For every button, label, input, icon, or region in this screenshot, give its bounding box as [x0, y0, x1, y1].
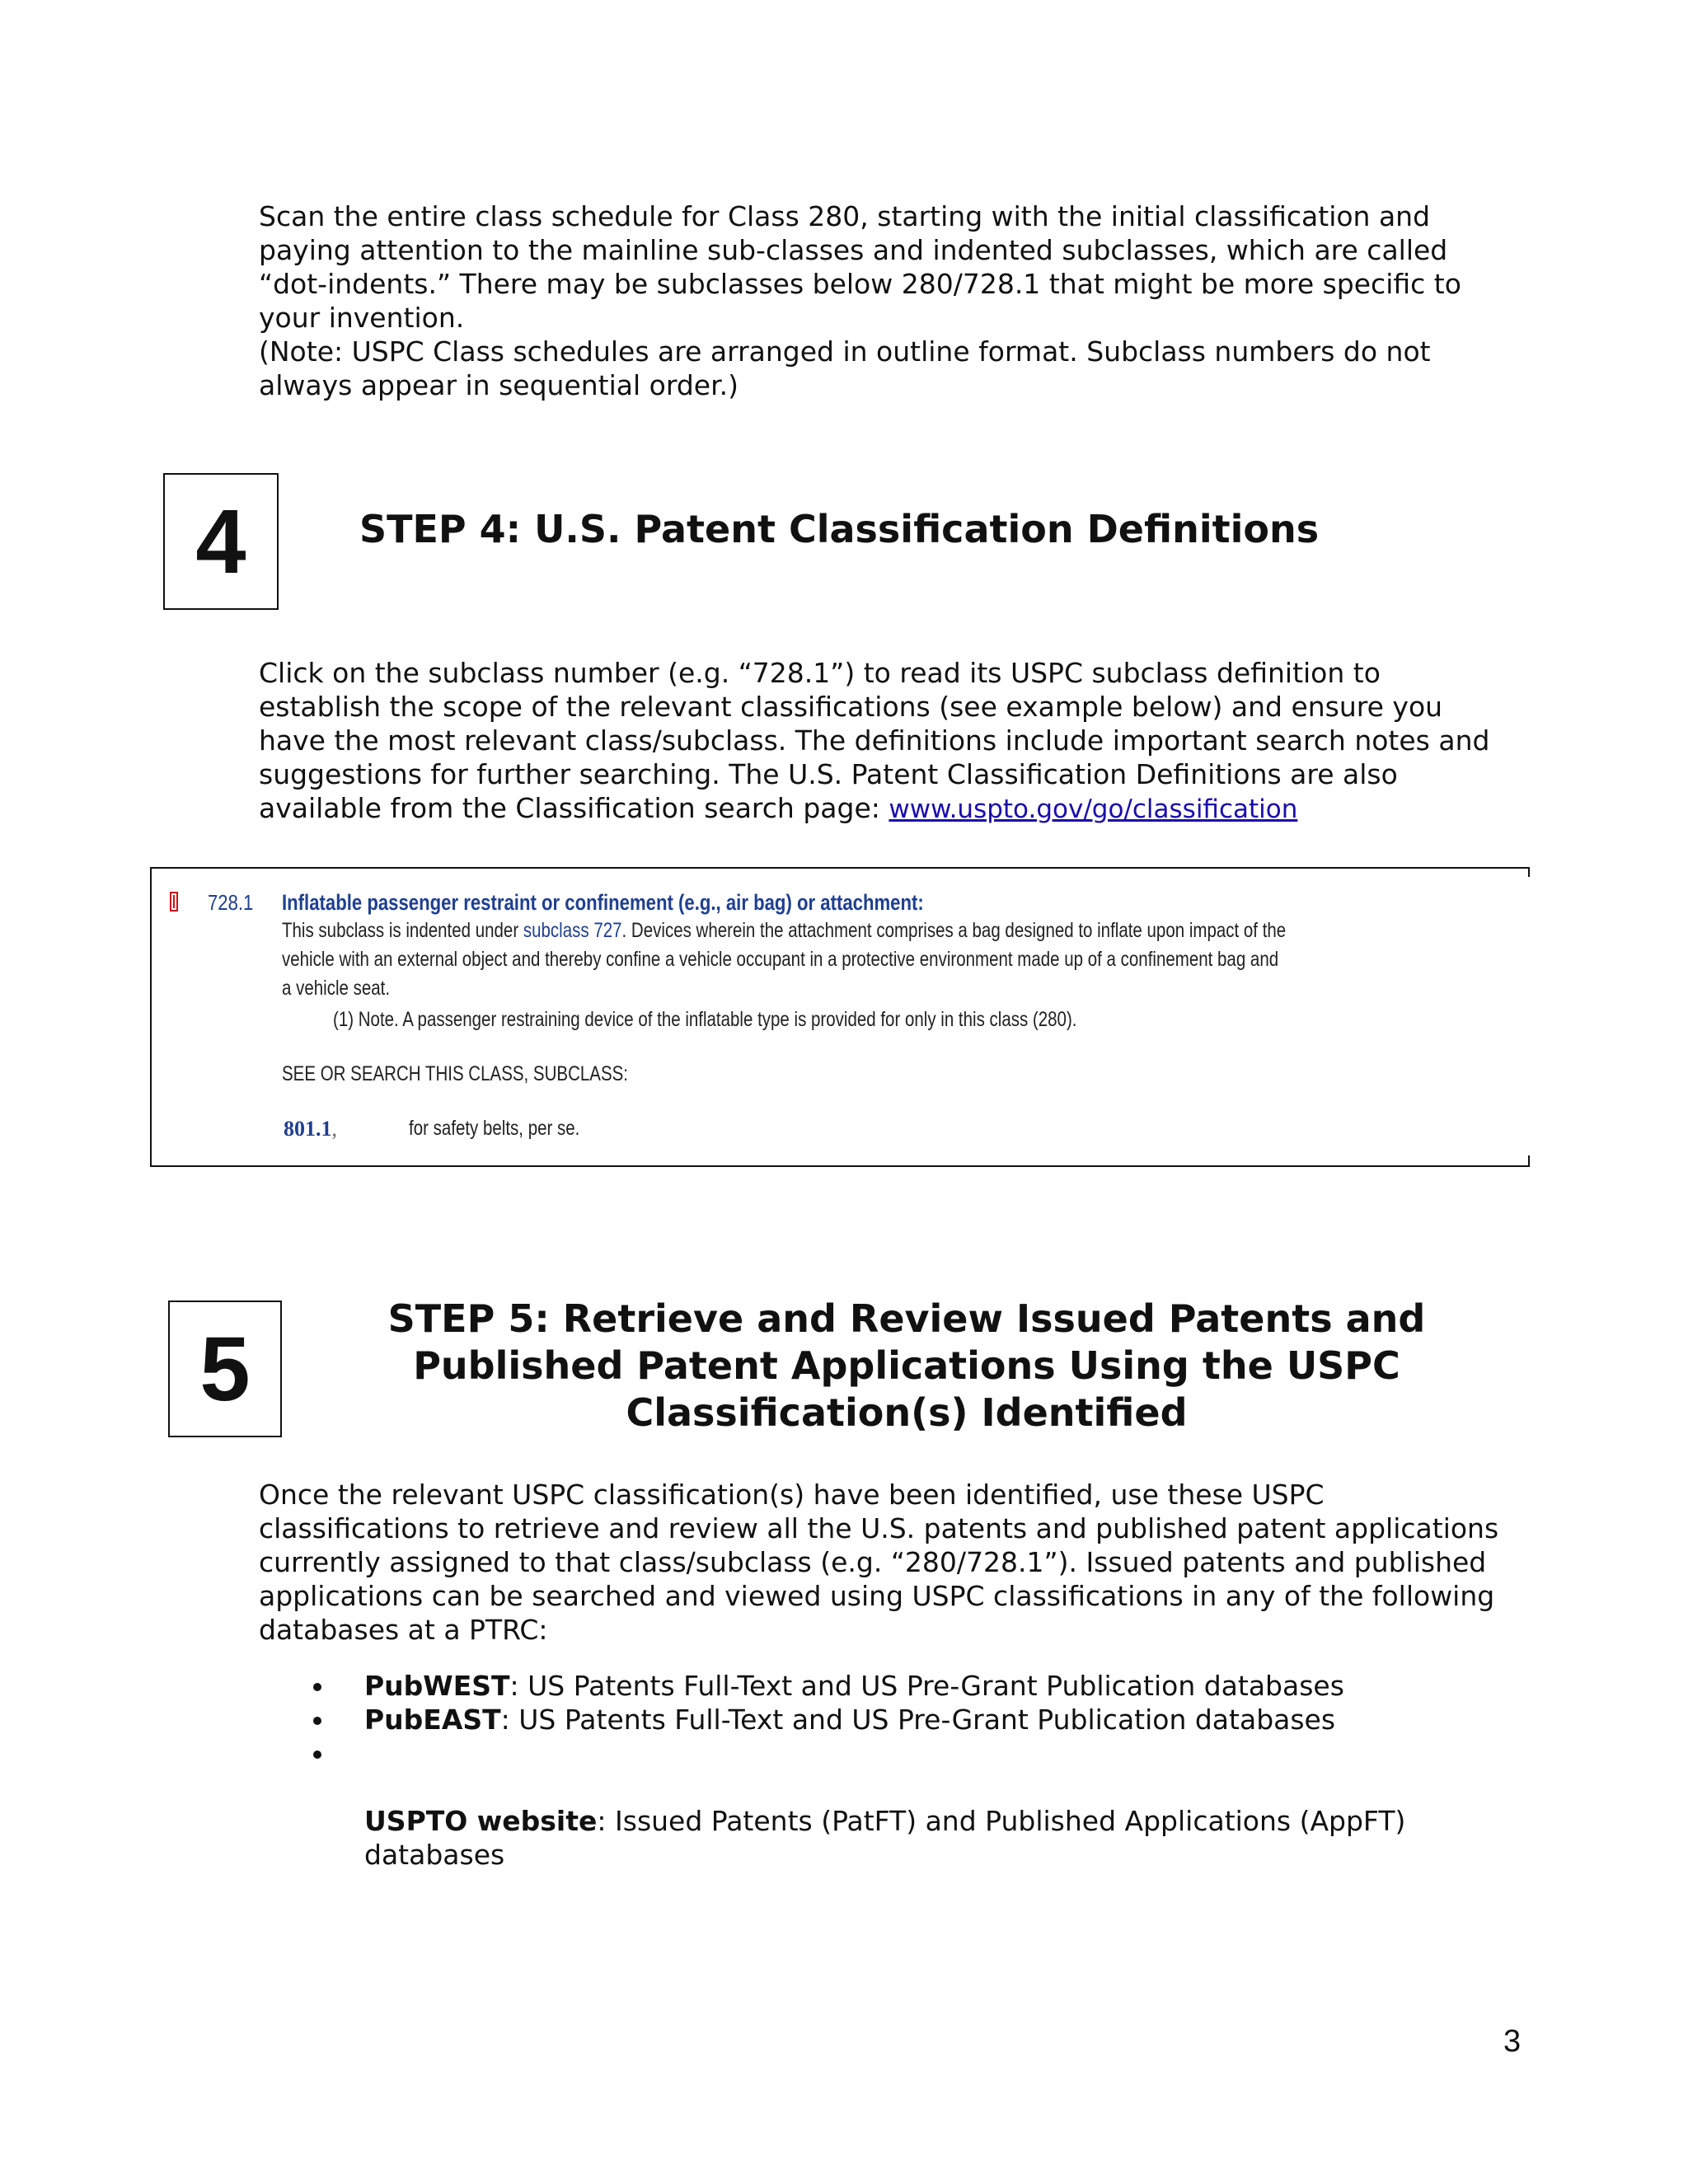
intro-paragraph: Scan the entire class schedule for Class 280, starting with the initial classification and paying attention to the mainline sub-classes and indented subclasses, which are called “dot-indents.” There may be subclasses below 280/728.1 that might be more specific to your invention. (Note: USPC Class schedules are arranged in outline format. Subclass numbers do not always appear in sequential order.)	[259, 200, 1461, 401]
definition-excerpt	[150, 867, 1530, 1167]
step-5-heading: STEP 5: Retrieve and Review Issued Patents and Published Patent Applications Using the USPC Classification(s) Identified	[387, 1296, 1426, 1435]
step-4-paragraph	[259, 656, 1545, 827]
list-item	[259, 1703, 1545, 1736]
classification-link[interactable]: www.uspto.gov/go/classification	[889, 794, 1298, 824]
excerpt-ref-comma: ,	[331, 1117, 337, 1141]
excerpt-note: (1) Note. A passenger restraining device of the inflatable type is provided for only in this class (280).	[333, 1008, 1077, 1031]
bullet-icon	[313, 1750, 321, 1759]
database-name: PubEAST	[364, 1704, 501, 1736]
excerpt-see-also: SEE OR SEARCH THIS CLASS, SUBCLASS:	[282, 1062, 629, 1085]
excerpt-border-tick	[1528, 867, 1530, 877]
excerpt-ref-text: for safety belts, per se.	[409, 1117, 580, 1140]
definition-marker-icon	[170, 892, 178, 912]
database-name: PubWEST	[364, 1670, 510, 1702]
database-description: : US Patents Full-Text and US Pre-Grant Publication databases	[509, 1670, 1344, 1702]
step-4-number-box: 4	[163, 473, 279, 610]
excerpt-title: Inflatable passenger restraint or confinement (e.g., air bag) or attachment:	[282, 890, 924, 915]
list-item	[259, 1669, 1545, 1703]
excerpt-body	[282, 916, 1526, 1003]
page-number: 3	[1503, 2024, 1522, 2059]
excerpt-border-tick	[1528, 1155, 1530, 1167]
excerpt-subclass-number[interactable]: 728.1	[208, 890, 254, 915]
excerpt-subclass-link[interactable]: subclass 727	[523, 919, 622, 942]
step-5-number-box: 5	[168, 1301, 282, 1437]
database-description: : US Patents Full-Text and US Pre-Grant Publication databases	[500, 1704, 1336, 1736]
database-description: : Issued Patents (PatFT) and Published Applications (AppFT) databases	[364, 1805, 1406, 1871]
list-item	[259, 1736, 1545, 1872]
excerpt-ref-number-value[interactable]: 801.1	[284, 1117, 332, 1141]
database-name: USPTO website	[364, 1805, 598, 1837]
database-list	[259, 1669, 1545, 1872]
bullet-icon	[313, 1683, 321, 1691]
step-4-heading: STEP 4: U.S. Patent Classification Definitions	[359, 507, 1320, 551]
step-5-paragraph: Once the relevant USPC classification(s) have been identified, use these USPC classifications to retrieve and review all the U.S. patents and published patent applications currently assigned to that class/subclass (e.g. “280/728.1”). Issued patents and published applications can be searched and viewed using USPC classifications in any of the following databases at a PTRC:	[259, 1479, 1499, 1646]
excerpt-ref-number[interactable]	[284, 1114, 337, 1143]
excerpt-body-prefix: This subclass is indented under	[282, 919, 523, 942]
bullet-icon	[313, 1717, 321, 1725]
step-4-paragraph-text: Click on the subclass number (e.g. “728.1”) to read its USPC subclass definition to establish the scope of the relevant classifications (see example below) and ensure you have the most relevant class/subclass. The definitions include important search notes and suggestions for further searching. The U.S. Patent Classification Definitions are also available from the Classification search page:	[259, 657, 1490, 824]
excerpt-body-suffix: . Devices wherein the attachment comprises a bag designed to inflate upon impact of the vehicle with an external object and thereby confine a vehicle occupant in a protective environment made up of a confinement bag and a vehicle seat.	[282, 919, 1287, 1000]
